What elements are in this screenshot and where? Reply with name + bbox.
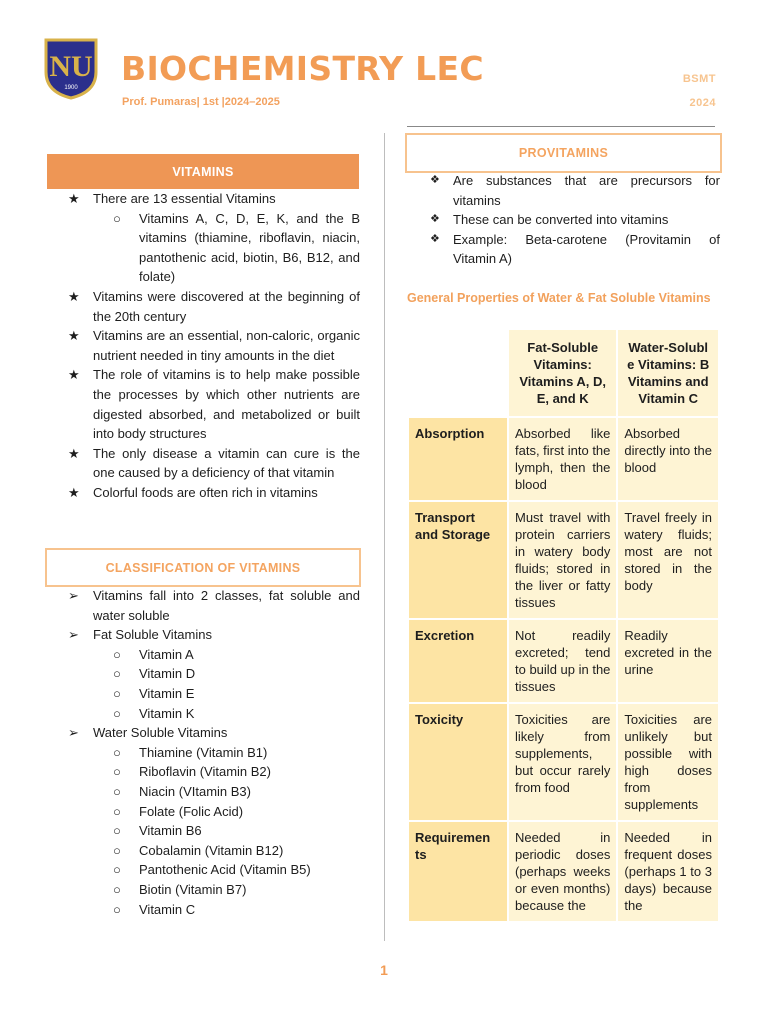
university-logo bbox=[40, 34, 102, 100]
table-row bbox=[409, 502, 718, 618]
bullet-icon: ○ bbox=[113, 803, 121, 819]
table-row bbox=[409, 620, 718, 702]
table-cell: Travel freely in watery fluids; most are not stored in the body bbox=[618, 502, 718, 618]
bullet-icon: ○ bbox=[113, 783, 121, 799]
list-item: ○ Vitamin A bbox=[66, 645, 360, 665]
list-item: ○ Folate (Folic Acid) bbox=[66, 802, 360, 822]
row-header: Transport and Storage bbox=[409, 502, 507, 618]
bullet-icon: ○ bbox=[113, 685, 121, 701]
table-cell: Toxicities are likely from supplements, but occur rarely from food bbox=[509, 704, 616, 820]
col-header-water: Water-Solubl e Vitamins: B Vitamins and Vitamin C bbox=[618, 330, 718, 416]
table-cell: Needed in periodic doses (perhaps weeks or even months) because the bbox=[509, 822, 616, 921]
list-item: ➢ Vitamins fall into 2 classes, fat soluble and water soluble bbox=[68, 588, 360, 623]
bullet-icon: ○ bbox=[113, 823, 121, 839]
provitamins-heading: PROVITAMINS bbox=[405, 133, 722, 173]
row-header: Requiremen ts bbox=[409, 822, 507, 921]
list-item: ○ Cobalamin (Vitamin B12) bbox=[66, 841, 360, 861]
header-rule bbox=[407, 126, 715, 127]
bullet-icon: ○ bbox=[113, 210, 121, 226]
bullet-icon: ❖ bbox=[430, 213, 440, 226]
table-header-row bbox=[409, 330, 718, 416]
list-item: ○ Vitamin D bbox=[66, 664, 360, 684]
table-row bbox=[409, 704, 718, 820]
list-item: ○ Niacin (VItamin B3) bbox=[66, 782, 360, 802]
list-item: ○ Riboflavin (Vitamin B2) bbox=[66, 762, 360, 782]
table-cell: Needed in frequent doses (perhaps 1 to 3 days) because the bbox=[618, 822, 718, 921]
col-header-fat: Fat-Soluble Vitamins: Vitamins A, D, E, and K bbox=[509, 330, 616, 416]
table-row bbox=[409, 822, 718, 921]
list-item: ★ Vitamins are an essential, non-caloric, organic nutrient needed in tiny amounts in the diet bbox=[68, 328, 360, 363]
table-corner bbox=[409, 330, 507, 416]
list-item: ○ Vitamin E bbox=[66, 684, 360, 704]
page-number: 1 bbox=[380, 962, 388, 978]
table-cell: Must travel with protein carriers in watery body fluids; stored in the liver or fatty tissues bbox=[509, 502, 616, 618]
list-item: ❖ Are substances that are precursors for vitamins bbox=[430, 173, 720, 208]
logo-letters: NU bbox=[49, 50, 93, 83]
row-header: Excretion bbox=[409, 620, 507, 702]
bullet-icon: ➢ bbox=[68, 588, 79, 603]
row-header: Toxicity bbox=[409, 704, 507, 820]
bullet-icon: ★ bbox=[68, 191, 80, 206]
list-item: ❖ These can be converted into vitamins bbox=[428, 210, 720, 230]
bullet-icon: ○ bbox=[113, 744, 121, 760]
provitamins-list bbox=[428, 171, 720, 269]
row-header: Absorption bbox=[409, 418, 507, 500]
list-item: ○ Vitamin K bbox=[66, 704, 360, 724]
list-item: ○ Vitamins A, C, D, E, K, and the B vitamins (thiamine, riboflavin, niacin, pantothenic acid, biotin, B6, B12, and folate) bbox=[113, 210, 360, 285]
list-item: ○ Vitamin B6 bbox=[66, 821, 360, 841]
properties-heading: General Properties of Water & Fat Soluble Vitamins bbox=[407, 291, 711, 305]
vitamins-list bbox=[66, 189, 360, 503]
table-cell: Absorbed like fats, first into the lymph, then the blood bbox=[509, 418, 616, 500]
classification-heading: CLASSIFICATION OF VITAMINS bbox=[45, 548, 361, 587]
list-item: ★ Vitamins were discovered at the beginning of the 20th century bbox=[68, 288, 360, 324]
table-row bbox=[409, 418, 718, 500]
bullet-icon: ★ bbox=[68, 445, 80, 461]
classification-list bbox=[66, 586, 360, 919]
bullet-icon: ★ bbox=[68, 288, 80, 304]
year-label: 2024 bbox=[689, 97, 716, 109]
table-cell: Not readily excreted; tend to build up in the tissues bbox=[509, 620, 616, 702]
list-item: ➢ Fat Soluble Vitamins bbox=[66, 625, 360, 645]
table-cell: Readily excreted in the urine bbox=[618, 620, 718, 702]
logo-year: 1900 bbox=[64, 85, 78, 91]
table-cell: Absorbed directly into the blood bbox=[618, 418, 718, 500]
bullet-icon: ➢ bbox=[68, 627, 79, 643]
list-item: ○ Vitamin C bbox=[66, 900, 360, 920]
program-label: BSMT bbox=[682, 73, 716, 85]
bullet-icon: ○ bbox=[113, 666, 121, 682]
bullet-icon: ○ bbox=[113, 862, 121, 878]
properties-table bbox=[407, 328, 720, 923]
bullet-icon: ○ bbox=[113, 842, 121, 858]
bullet-icon: ○ bbox=[113, 881, 121, 897]
course-subtitle: Prof. Pumaras| 1st |2024–2025 bbox=[122, 96, 280, 108]
list-item: ➢ Water Soluble Vitamins bbox=[66, 723, 360, 743]
list-item: ○ Thiamine (Vitamin B1) bbox=[66, 743, 360, 763]
column-divider bbox=[384, 133, 385, 941]
bullet-icon: ❖ bbox=[430, 174, 440, 186]
list-item: ★ There are 13 essential Vitamins bbox=[66, 189, 360, 209]
page-title: BIOCHEMISTRY LEC bbox=[121, 49, 484, 88]
list-item: ★ The role of vitamins is to help make possible the processes by which other nutrients are digested absorbed, and metabolized or built into body structures bbox=[68, 367, 360, 442]
bullet-icon: ➢ bbox=[68, 725, 79, 741]
bullet-icon: ○ bbox=[113, 764, 121, 780]
bullet-icon: ❖ bbox=[430, 232, 440, 245]
bullet-icon: ★ bbox=[68, 367, 80, 383]
bullet-icon: ○ bbox=[113, 901, 121, 917]
list-item: ★ The only disease a vitamin can cure is the one caused by a deficiency of that vitamin bbox=[68, 445, 360, 481]
list-item: ○ Biotin (Vitamin B7) bbox=[66, 880, 360, 900]
list-item: ○ Pantothenic Acid (Vitamin B5) bbox=[66, 860, 360, 880]
bullet-icon: ○ bbox=[113, 705, 121, 721]
bullet-icon: ○ bbox=[113, 646, 121, 662]
bullet-icon: ★ bbox=[68, 484, 80, 500]
bullet-icon: ★ bbox=[68, 328, 80, 344]
vitamins-heading: VITAMINS bbox=[47, 154, 359, 189]
list-item: ❖ Example: Beta-carotene (Provitamin of Vitamin A) bbox=[430, 231, 720, 267]
list-item: ★ Colorful foods are often rich in vitamins bbox=[66, 483, 360, 503]
table-cell: Toxicities are unlikely but possible with high doses from supplements bbox=[618, 704, 718, 820]
